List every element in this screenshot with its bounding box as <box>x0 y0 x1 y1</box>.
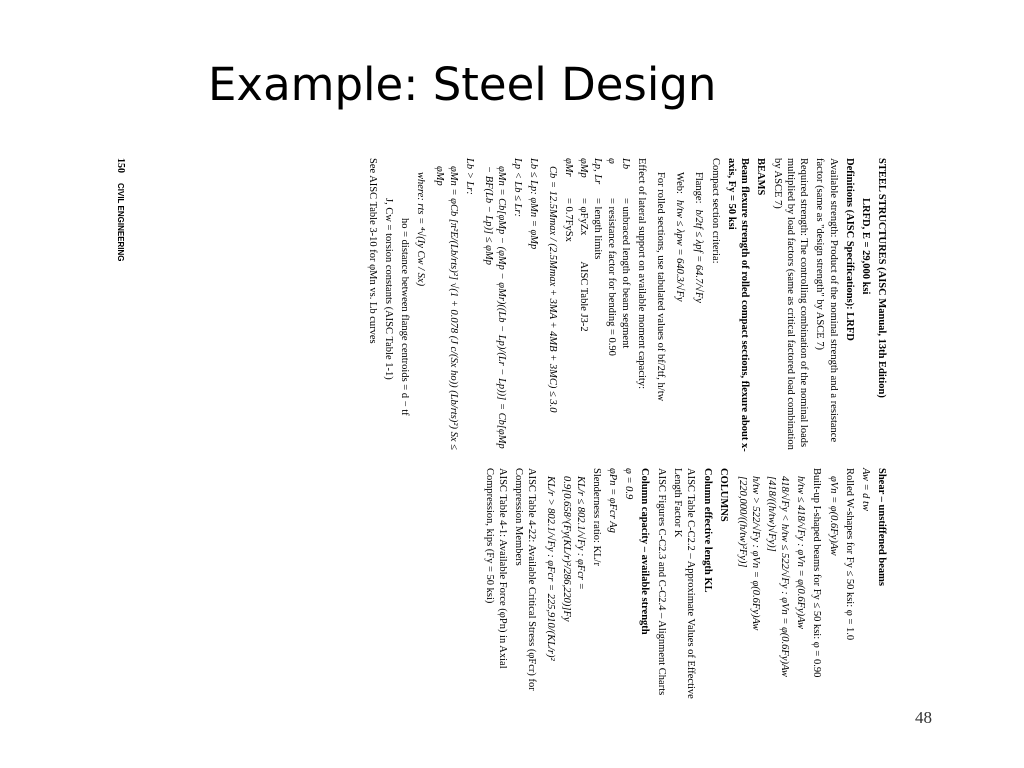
flange-row <box>692 158 705 458</box>
web-label: Web: <box>674 172 686 194</box>
right-column <box>480 468 888 718</box>
phi-def: = resistance factor for bending = 0.90 <box>605 198 617 356</box>
case-2: Lp < Lb ≤ Lr: <box>512 158 524 217</box>
mp-row: φMp = φFyZx AISC Table J3-2 <box>577 158 589 332</box>
case-c: h/tw > 522/√Fy : φVn = φ(0.6Fy)Aw [220,000/((h/tw)²Fy)] <box>736 476 761 631</box>
required-strength: Required strength: The controlling combination of the nominal loads multiplied by load factors (same as critical factored load combination by ASCE 7) <box>772 158 810 450</box>
mp-def: = φFyZx <box>577 198 589 236</box>
table-c: AISC Table C-C2.2 – Approximate Values of Effective Length Factor K <box>672 468 697 699</box>
phi-09: φ = 0.9 <box>623 468 634 500</box>
lp-row: Lp, Lr = length limits <box>591 158 603 260</box>
lb-row: Lb = unbraced length of beam segment <box>620 158 631 349</box>
beams-title: BEAMS <box>755 158 766 196</box>
case-3: Lb > Lr: <box>463 158 475 195</box>
see-table: See AISC Table 3-10 for φMn vs. Lb curves <box>367 158 378 344</box>
case-2-formula: φMn = Cb[φMp − (φMp − φMr)((Lb − Lp)/(Lr − Lp))] = Cb[φMp − BF(Lb − Lp)] ≤ φMp <box>482 166 507 449</box>
case-3-formula: φMn = φCb [π²E/(Lb/rts)²] √(1 + 0.078 (J c/(Sx ho)) (Lb/rts)²) Sx ≤ φMp <box>434 166 459 450</box>
slender-1: KL/r ≤ 802.1/√Fy : φFcr = 0.9[0.658^(Fy(KL/r)²/286,220)]Fy <box>561 476 586 622</box>
case-1: Lb ≤ Lp: φMn = φMp <box>528 158 540 250</box>
compact-criteria: Compact section criteria: <box>709 158 721 264</box>
flange-formula: b/2tf ≤ λpf = 64.7/√Fy <box>693 209 705 303</box>
j-def: J, Cw = torsion constants (AISC Table 1-1) <box>383 198 395 380</box>
lateral-title: Effect of lateral support on available moment capacity: <box>636 158 648 390</box>
shear-title: Shear – unstiffened beams <box>876 468 887 586</box>
builtup: Built-up I-shaped beams for Fy ≤ 50 ksi: φ = 0.90 <box>811 468 823 678</box>
where-line: where: rts = ⁴√(Iy Cw / Sx) <box>415 172 427 287</box>
handbook-footer <box>114 158 127 262</box>
definitions-title: Definitions (AISC Specifications): LRFD <box>843 158 855 341</box>
columns-title: COLUMNS <box>717 468 729 522</box>
vn-1: φVn = φ(0.6Fy)Aw <box>827 476 839 556</box>
web-row <box>673 158 686 458</box>
slender-2: KL/r > 802.1/√Fy : φFcr = 225,910/(KL/r)² <box>545 476 557 661</box>
handbook-heading: STEEL STRUCTURES (AISC Manual, 13th Edition) <box>876 158 887 398</box>
footer-page: 150 <box>115 158 126 173</box>
column-kl: Column effective length KL <box>701 468 713 593</box>
table-j: AISC Table J3-2 <box>577 261 589 332</box>
slide-title: Example: Steel Design <box>208 58 717 111</box>
handbook-subheading: LRFD, E = 29,000 ksi <box>859 198 871 295</box>
figures-c: AISC Figures C-C2.3 and C-C2.4 – Alignment Charts <box>656 468 668 696</box>
flange-label: Flange: <box>693 172 705 204</box>
mr-def: = 0.7FySx <box>563 198 575 242</box>
available-strength: Available strength: Product of the nominal strength and a resistance factor (same as "design strength" by ASCE 7) <box>814 158 839 443</box>
left-column <box>363 158 888 458</box>
pn-line: φPn = φFcr Ag <box>606 468 618 533</box>
mr-row: φMr = 0.7FySx <box>563 158 575 242</box>
phi-row: φ = resistance factor for bending = 0.90 <box>605 158 617 356</box>
ho-def: ho = distance between flange centroids = d − tf <box>399 218 411 416</box>
rolled-note: For rolled sections, use tabulated values of bf/2tf, h/tw <box>655 172 667 402</box>
table-4-22: AISC Table 4-22: Available Critical Stress (φFcr) for Compression Members <box>513 468 538 691</box>
lp-def: = length limits <box>591 198 603 260</box>
footer-label: CIVIL ENGINEERING <box>116 183 125 262</box>
handbook-page-image <box>100 150 888 722</box>
cb-formula: Cb = 12.5Mmax / (2.5Mmax + 3MA + 4MB + 3MC) ≤ 3.0 <box>547 166 559 413</box>
beams-subtitle: Beam flexure strength of rolled compact sections, flexure about x-axis, Fy = 50 ksi <box>725 158 750 452</box>
rotated-handbook-page <box>100 150 888 722</box>
lb-def: = unbraced length of beam segment <box>620 198 631 349</box>
case-a: h/tw ≤ 418/√Fy : φVn = φ(0.6Fy)Aw <box>795 476 807 629</box>
aw-line: Aw = d tw <box>859 468 871 511</box>
slide-number: 48 <box>915 708 932 727</box>
capacity-title: Column capacity – available strength <box>639 468 651 635</box>
slenderness: Slenderness ratio: KL/r <box>590 468 602 566</box>
web-formula: h/tw ≤ λpw = 640.3/√Fy <box>674 199 686 302</box>
case-b: 418/√Fy < h/tw ≤ 522/√Fy : φVn = φ(0.6Fy)Aw [418/((h/tw)√Fy)] <box>766 476 791 677</box>
rolled-shapes: Rolled W-shapes for Fy ≤ 50 ksi: φ = 1.0 <box>843 468 855 641</box>
table-4-1: AISC Table 4-1: Available Force (φPn) in Axial Compression, kips (Fy = 50 ksi) <box>483 468 508 669</box>
